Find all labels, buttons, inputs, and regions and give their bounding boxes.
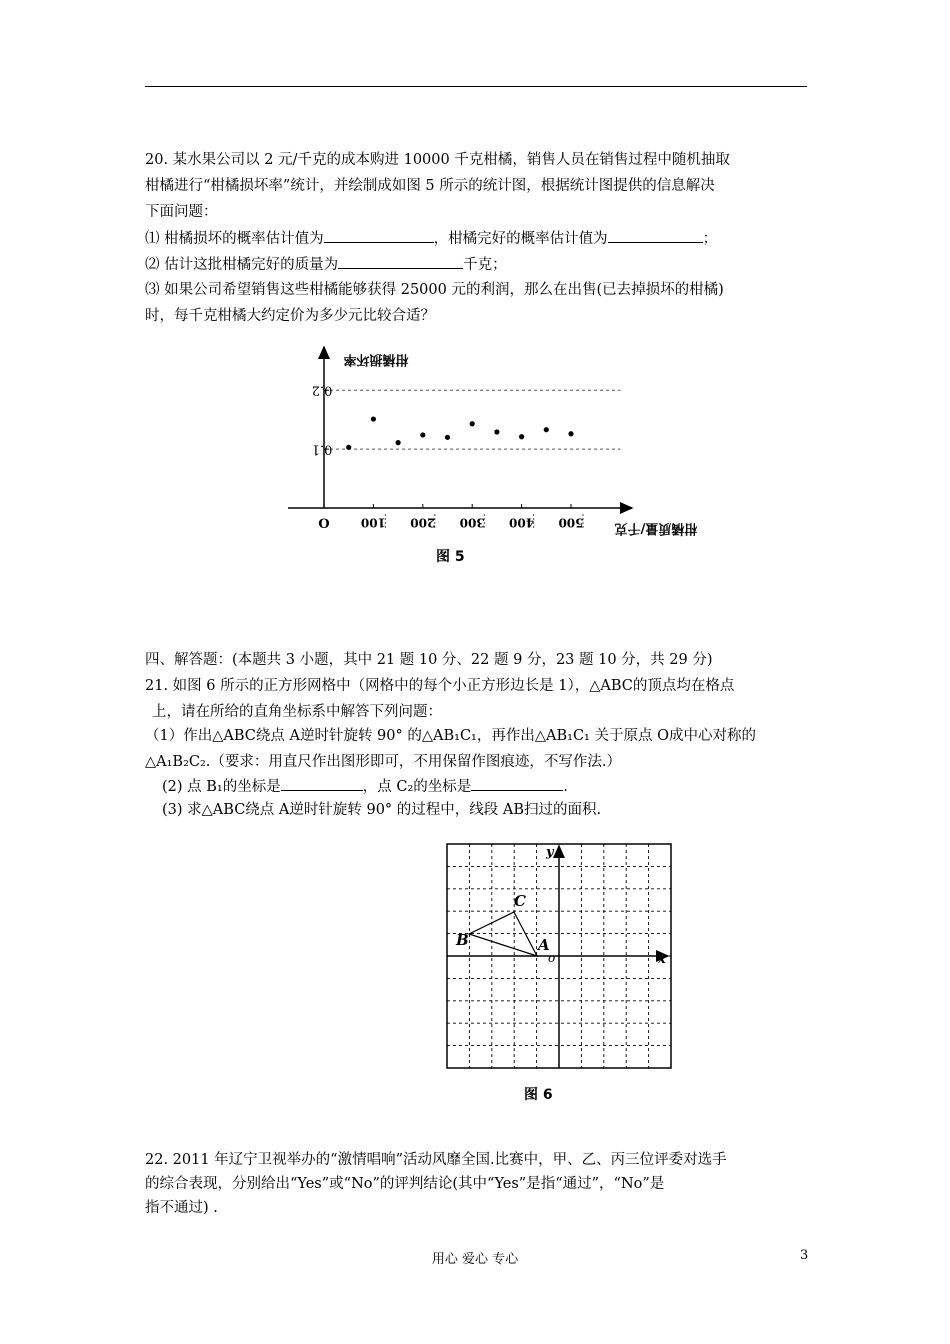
data-point-9 [544, 427, 549, 432]
x-axis-title: 柑橘质量/千克 [614, 520, 698, 536]
label-a: A [538, 936, 550, 954]
q21-part-2-text-a: (2) 点 B₁的坐标是 [162, 779, 281, 795]
origin-label: O [318, 514, 330, 530]
header-rule [145, 86, 807, 87]
x-tick-label-3: 300 [459, 515, 485, 530]
answer-blank-damage-prob[interactable] [324, 228, 434, 243]
q20-part-2-text-b: 千克； [463, 257, 507, 273]
label-c: C [514, 892, 526, 910]
q20-part-1 [145, 228, 717, 249]
page-footer: 用心 爱心 专心 [431, 1252, 519, 1267]
q21-line-2: 上，请在所给的直角坐标系中解答下列问题： [152, 704, 442, 720]
answer-blank-c2-coord[interactable] [471, 776, 563, 791]
figure-5-scatter-chart [270, 335, 720, 545]
figure-6-coordinate-grid [440, 838, 680, 1074]
q21-part-1-line-1: （1）作出△ABC绕点 A逆时针旋转 90° 的△AB₁C₁，再作出△AB₁C₁ 关于原点 O成中心对称的 [145, 728, 756, 744]
q20-part-1-text-b: ，柑橘完好的概率估计值为 [433, 231, 608, 247]
figure-5-caption: 图 5 [436, 549, 465, 565]
x-tick-label-5: 500 [558, 515, 584, 530]
label-x: x [658, 952, 666, 967]
q20-part-1-text-c: ； [702, 231, 718, 247]
answer-blank-good-prob[interactable] [608, 228, 703, 243]
data-point-6 [470, 421, 475, 426]
data-point-10 [568, 431, 573, 436]
label-b: B [456, 931, 469, 949]
figure-6-caption: 图 6 [524, 1087, 553, 1103]
q20-part-3-line-1: ⑶ 如果公司希望销售这些柑橘能够获得 25000 元的利润，那么在出售(已去掉损坏的柑橘) [145, 282, 724, 298]
q22-line-3: 指不通过) . [145, 1200, 218, 1216]
q20-line-1: 20. 某水果公司以 2 元/千克的成本购进 10000 千克柑橘，销售人员在销售过程中随机抽取 [145, 152, 730, 168]
y-tick-label-1: 0.1 [311, 441, 333, 457]
q21-part-1-line-2: △A₁B₂C₂.（要求：用直尺作出图形即可，不用保留作图痕迹，不写作法.） [145, 754, 622, 770]
q21-part-3: (3) 求△ABC绕点 A逆时针旋转 90° 的过程中，线段 AB扫过的面积. [162, 802, 602, 818]
data-point-7 [494, 429, 499, 434]
data-point-1 [346, 445, 351, 450]
q22-line-2: 的综合表现，分别给出“Yes”或“No”的评判结论(其中“Yes”是指“通过”，“No”是 [145, 1176, 665, 1192]
y-tick-label-2: 0.2 [311, 382, 333, 398]
page-number: 3 [800, 1248, 809, 1263]
y-axis-title: 柑橘损坏率 [343, 351, 409, 367]
q21-part-2 [162, 776, 568, 797]
data-point-2 [371, 416, 376, 421]
data-point-4 [420, 432, 425, 437]
q20-part-2-text-a: ⑵ 估计这批柑橘完好的质量为 [145, 257, 339, 273]
q21-part-2-text-b: ，点 C₂的坐标是 [362, 779, 472, 795]
data-point-3 [396, 440, 401, 445]
q22-line-1: 22. 2011 年辽宁卫视举办的“激情唱响”活动风靡全国.比赛中，甲、乙、丙三位评委对选手 [145, 1152, 727, 1168]
data-point-5 [445, 435, 450, 440]
answer-blank-b1-coord[interactable] [281, 776, 363, 791]
q20-line-3: 下面问题： [145, 204, 218, 220]
label-y: y [546, 845, 554, 860]
q21-part-2-text-c: . [563, 779, 568, 795]
q20-line-2: 柑橘进行“柑橘损坏率”统计，并绘制成如图 5 所示的统计图，根据统计图提供的信息解决 [145, 178, 715, 194]
q20-part-1-text-a: ⑴ 柑橘损坏的概率估计值为 [145, 231, 324, 247]
section-4-heading: 四、解答题：(本题共 3 小题，其中 21 题 10 分、22 题 9 分，23 题 10 分，共 29 分) [145, 652, 713, 668]
q20-part-3-line-2: 时，每千克柑橘大约定价为多少元比较合适？ [145, 308, 435, 324]
answer-blank-good-mass[interactable] [338, 254, 463, 269]
x-tick-label-1: 100 [360, 515, 386, 530]
data-point-8 [519, 434, 524, 439]
x-tick-label-4: 400 [509, 515, 535, 530]
x-tick-label-2: 200 [410, 515, 436, 530]
q21-line-1: 21. 如图 6 所示的正方形网格中（网格中的每个小正方形边长是 1），△ABC的顶点均在格点 [145, 678, 735, 694]
label-origin: o [548, 951, 556, 965]
q20-part-2 [145, 254, 507, 275]
